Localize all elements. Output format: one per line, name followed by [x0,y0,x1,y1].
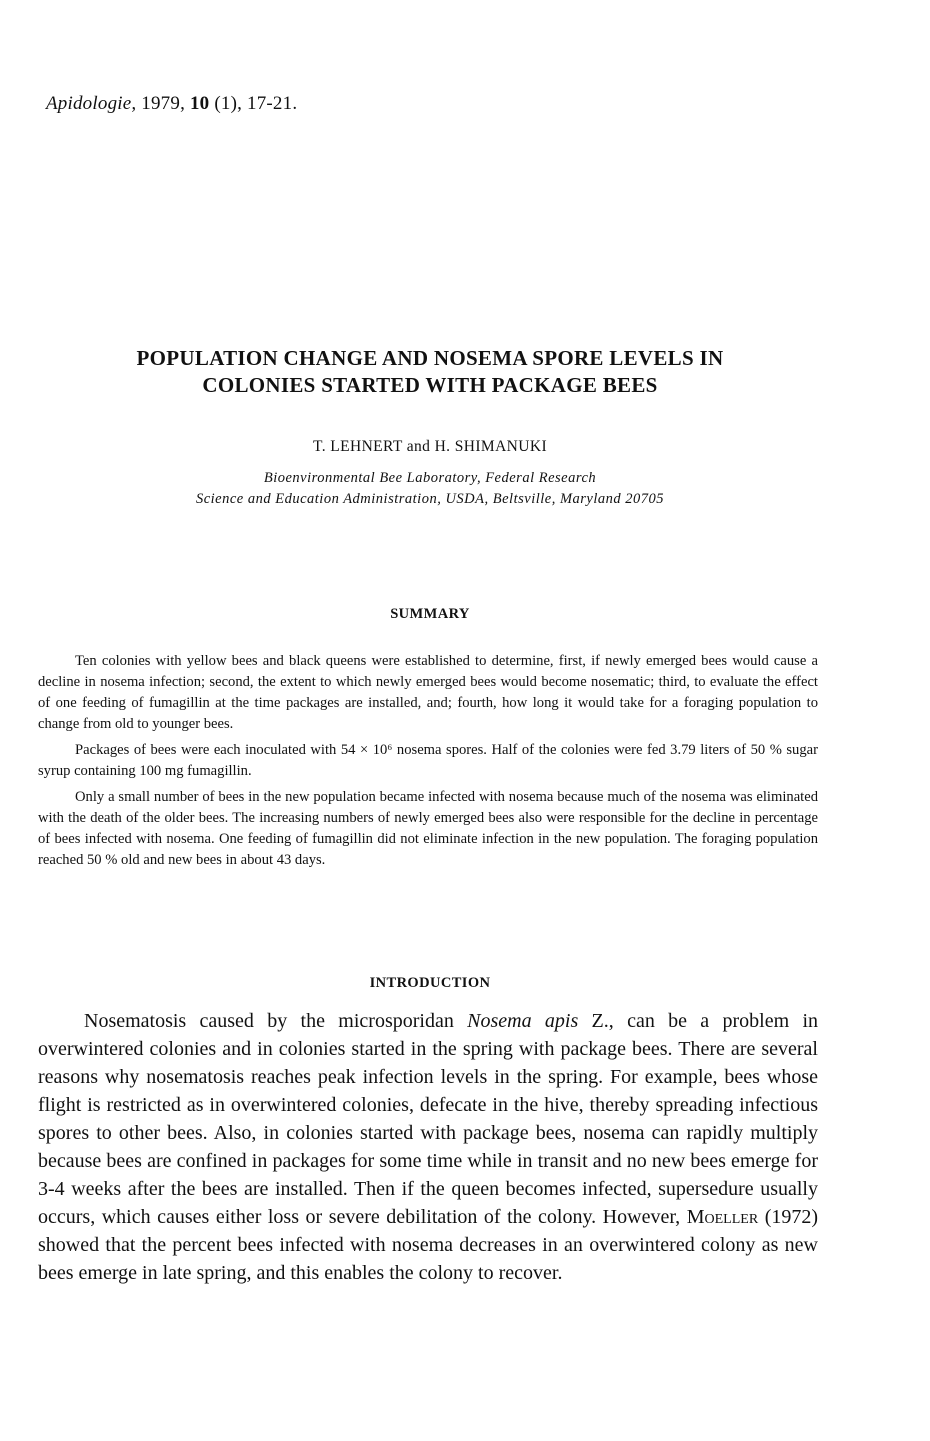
journal-citation [46,93,297,115]
affiliation [0,468,860,510]
introduction-paragraph [38,1007,818,1287]
affiliation-line-2: Science and Education Administration, USDA, Beltsville, Maryland 20705 [195,491,665,507]
journal-year: 1979, [141,93,186,114]
species-name: Nosema apis [467,1010,579,1032]
summary-paragraph: Only a small number of bees in the new population became infected with nosema because much of the nosema was eliminated with the death of the older bees. The increasing numbers of newly emerged bees also were responsible for the decline in percentage of bees infected with nosema. One feeding of fumagillin did not eliminate infection in the new population. The foraging population reached 50 % old and new bees in about 43 days. [38,789,818,868]
introduction-heading: INTRODUCTION [369,975,491,991]
cited-author: Moeller [686,1206,759,1228]
summary-paragraph: Packages of bees were each inoculated with 54 × 10⁶ nosema spores. Half of the colonies were fed 3.79 liters of 50 % sugar syrup containing 100 mg fumagillin. [38,742,818,779]
affiliation-line-1: Bioenvironmental Bee Laboratory, Federal Research [263,470,597,486]
journal-issue-pages: (1), 17-21. [214,93,298,114]
paper-title [60,345,800,399]
intro-text-part: Z., can be a problem in overwintered colonies and in colonies started in the spring with package bees. There are several reasons why nosematosis reaches peak infection levels in the spring. For example, bees whose flight is restricted as in overwintered colonies, defecate in the hive, thereby spreading infectious spores to other bees. Also, in colonies started with package bees, nosema can rapidly multiply because bees are confined in packages for some time while in transit and no new bees emerge for 3-4 weeks after the bees are installed. Then if the queen becomes infected, supersedure usually occurs, which causes either loss or severe debilitation of the colony. However, [38,1010,819,1228]
author-list: T. LEHNERT and H. SHIMANUKI [312,438,548,455]
summary-paragraph: Ten colonies with yellow bees and black queens were established to determine, first, if newly emerged bees would cause a decline in nosema infection; second, the extent to which newly emerged bees would become nosematic; third, to evaluate the effect of one feeding of fumagillin at the time packages are installed, and; fourth, how long it would take for a foraging population to change from old to younger bees. [38,653,818,732]
journal-volume: 10 [189,93,210,114]
journal-name: Apidologie, [46,93,137,114]
introduction-section [38,1007,818,1287]
intro-text-part: Nosematosis caused by the microsporidan [84,1010,454,1032]
title-line-2: COLONIES STARTED WITH PACKAGE BEES [202,373,658,397]
title-line-1: POPULATION CHANGE AND NOSEMA SPORE LEVELS IN [136,346,724,370]
summary-heading: SUMMARY [390,606,470,622]
summary-section [38,651,818,876]
intro-text-part: (1972) showed that the percent bees infected with nosema decreases in an overwintered colony as new bees emerge in late spring, and this enables the colony to recover. [38,1206,819,1284]
